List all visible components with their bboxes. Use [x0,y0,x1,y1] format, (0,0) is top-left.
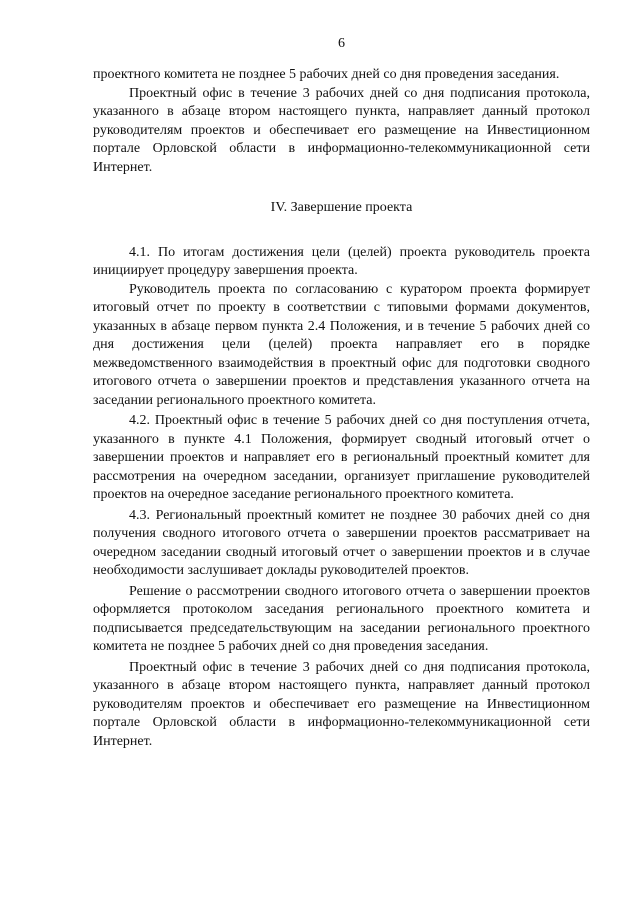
paragraph-project-report: Руководитель проекта по согласованию с куратором проекта формирует итоговый отчет по проекту в соответствии с типовыми формами документов, указанных в абзаце первом пункта 2.4 Положения, и в течение 5 рабочих дней со дня достижения цели (целей) проекта направляет его в порядке межведомственного взаимодействия в проектный офис для подготовки сводного итогового отчета о завершении проектов и представления указанного отчета на заседании регионального проектного комитета. [93,281,590,408]
paragraph-decision: Решение о рассмотрении сводного итогового отчета о завершении проектов оформляется протоколом заседания регионального проектного комитета и подписывается председательствующим на заседании регионального проектного комитета не позднее 5 рабочих дней со дня проведения заседания. [93,583,590,654]
page-number: 6 [338,36,345,51]
paragraph-4-2: 4.2. Проектный офис в течение 5 рабочих дней со дня поступления отчета, указанного в пункте 4.1 Положения, формирует сводный итоговый отчет о завершении проектов и направляет его в региональный проектный комитет для рассмотрения на очередном заседании, организует приглашение руководителей проектов на очередное заседание регионального проектного комитета. [93,413,590,502]
document-body [93,66,590,751]
section-heading: IV. Завершение проекта [270,200,413,215]
paragraph-final-publication: Проектный офис в течение 3 рабочих дней со дня подписания протокола, указанного в абзаце втором настоящего пункта, направляет данный протокол руководителям проектов и обеспечивает его размещение на Инвестиционном портале Орловской области в информационно-телекоммуникационной сети Интернет. [93,659,590,749]
paragraph-continuation: проектного комитета не позднее 5 рабочих дней со дня проведения заседания. [93,67,560,82]
paragraph-4-3: 4.3. Региональный проектный комитет не позднее 30 рабочих дней со дня получения сводного итогового отчета о завершении проектов рассматривает на очередном заседании сводный итоговый отчет о завершении проектов и в случае необходимости заслушивает доклады руководителей проектов. [93,507,590,578]
paragraph-4-1: 4.1. По итогам достижения цели (целей) проекта руководитель проекта инициирует процедуру завершения проекта. [93,244,590,278]
paragraph-publication-notice: Проектный офис в течение 3 рабочих дней со дня подписания протокола, указанного в абзаце втором настоящего пункта, направляет данный протокол руководителям проектов и обеспечивает его размещение на Инвестиционном портале Орловской области в информационно-телекоммуникационной сети Интернет. [93,85,590,175]
